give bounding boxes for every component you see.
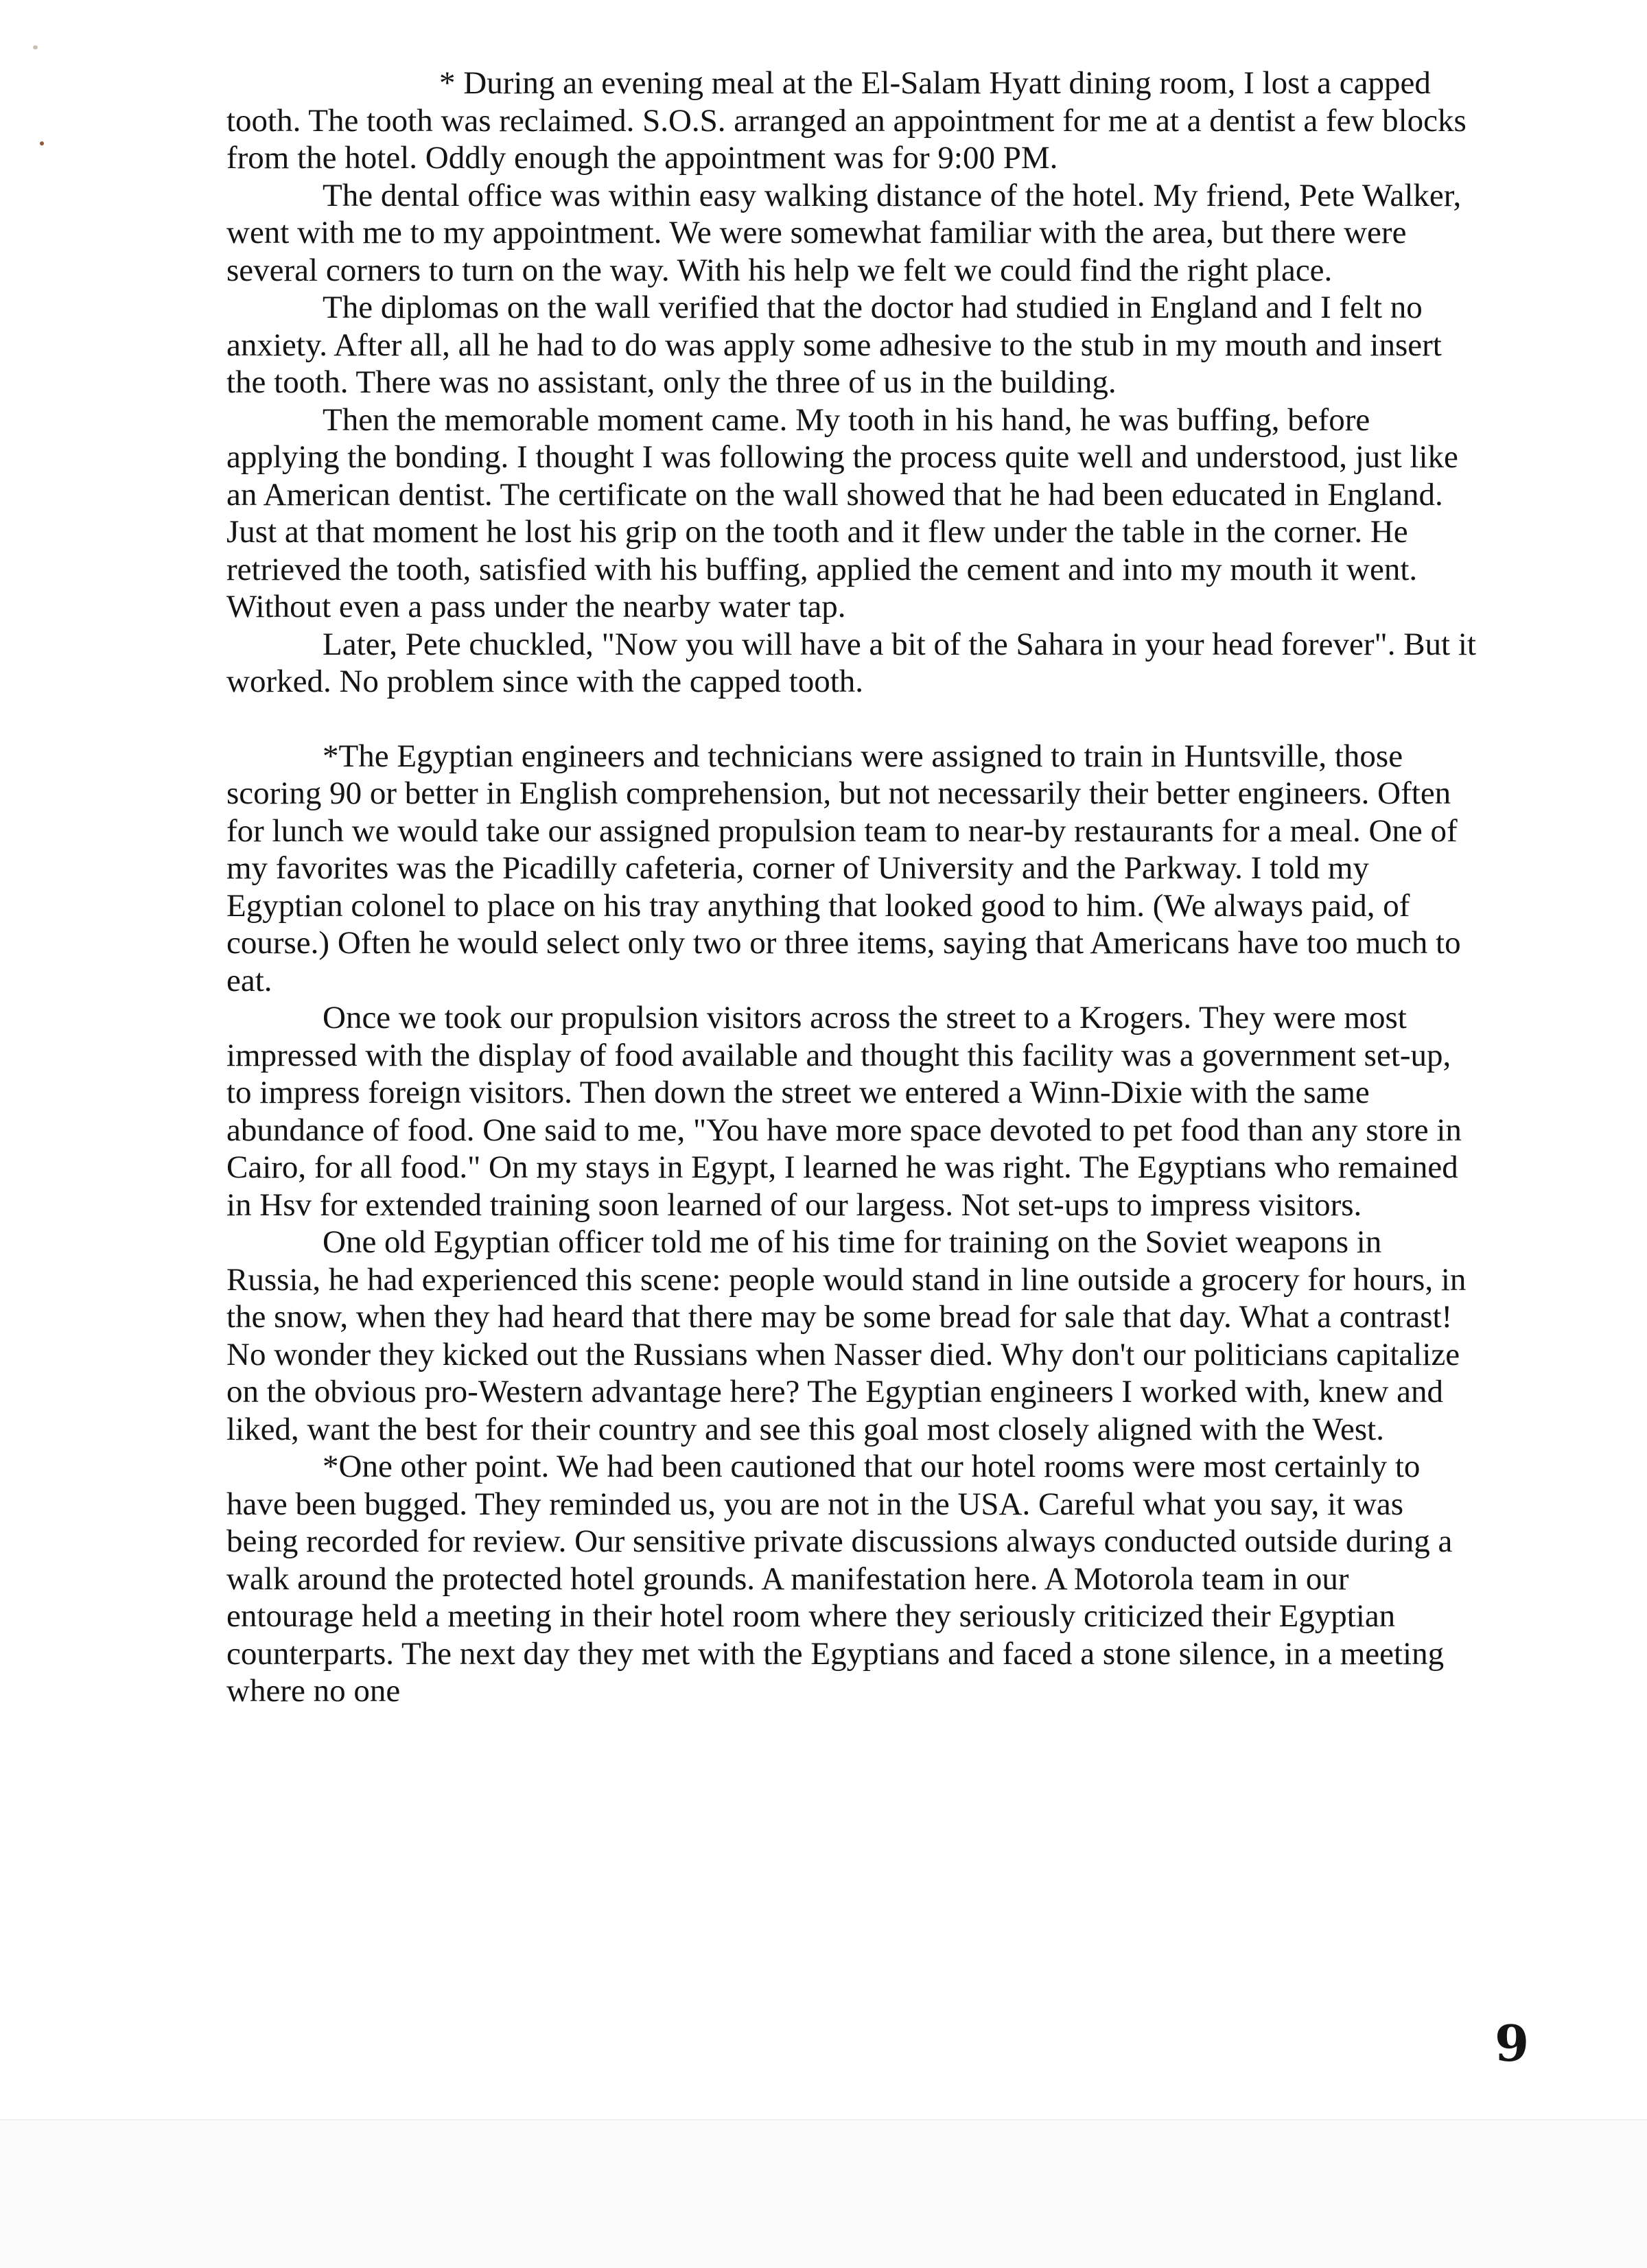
paragraph-diplomas: The diplomas on the wall verified that the doctor had studied in England and I felt no anxiety. After all, all he had to do was apply some adhesive to the stub in my mouth and insert the tooth. There was no assistant, only the three of us in the building. bbox=[226, 290, 1442, 400]
paragraph-krogers: Once we took our propulsion visitors across the street to a Krogers. They were most impressed with the display of food available and thought this facility was a government set-up, to impress foreign visitors. Then down the street we entered a Winn-Dixie with the same abundance of food. One said to me, "You have more space devoted to pet food than any store in Cairo, for all food." On my stays in Egypt, I learned he was right. The Egyptians who remained in Hsv for extended training soon learned of our largess. Not set-ups to impress visitors. bbox=[226, 1000, 1462, 1223]
scan-bottom-edge bbox=[0, 2119, 1647, 2268]
scan-speck bbox=[40, 141, 44, 145]
paragraph-dental-office: The dental office was within easy walking distance of the hotel. My friend, Pete Walker, went with me to my appointment. We were somewhat familiar with the area, but there were several corners to turn on the way. With his help we felt we could find the right place. bbox=[226, 177, 1462, 288]
page-number: 9 bbox=[1495, 2014, 1530, 2072]
section-gap bbox=[226, 701, 1482, 738]
paragraph-sahara: Later, Pete chuckled, "Now you will have a bit of the Sahara in your head forever". But it worked. No problem since with the capped tooth. bbox=[226, 626, 1476, 699]
paragraph-egyptian-engineers: *The Egyptian engineers and technicians were assigned to train in Huntsville, those scoring 90 or better in English comprehension, but not necessarily their better engineers. Often for lunch we would take our assigned propulsion team to near-by restaurants for a meal. One of my favorites was the Picadilly cafeteria, corner of University and the Parkway. I told my Egyptian colonel to place on his tray anything that looked good to him. (We always paid, of course.) Often he would select only two or three items, saying that Americans have too much to eat. bbox=[226, 738, 1461, 998]
paragraph-soviet-training: One old Egyptian officer told me of his time for training on the Soviet weapons in Russia, he had experienced this scene: people would stand in line outside a grocery for hours, in the snow, when they had heard that there may be some bread for sale that day. What a contrast! No wonder they kicked out the Russians when Nasser died. Why don't our politicians capitalize on the obvious pro-Western advantage here? The Egyptian engineers I worked with, knew and liked, want the best for their country and see this goal most closely aligned with the West. bbox=[226, 1224, 1467, 1447]
paragraph-hotel-bugged: *One other point. We had been cautioned that our hotel rooms were most certainly to have been bugged. They reminded us, you are not in the USA. Careful what you say, it was being recorded for review. Our sensitive private discussions always conducted outside during a walk around the protected hotel grounds. A manifestation here. A Motorola team in our entourage held a meeting in their hotel room where they seriously criticized their Egyptian counterparts. The next day they met with the Egyptians and faced a stone silence, in a meeting where no one bbox=[226, 1449, 1453, 1709]
paragraph-memorable-moment: Then the memorable moment came. My tooth in his hand, he was buffing, before applying the bonding. I thought I was following the process quite well and understood, just like an American dentist. The certificate on the wall showed that he had been educated in England. Just at that moment he lost his grip on the tooth and it flew under the table in the corner. He retrieved the tooth, satisfied with his buffing, applied the cement and into my mouth it went. Without even a pass under the nearby water tap. bbox=[226, 401, 1458, 624]
scan-speck bbox=[33, 45, 38, 49]
body-text bbox=[226, 65, 1482, 1710]
paragraph-lost-tooth: * During an evening meal at the El-Salam Hyatt dining room, I lost a capped tooth. The tooth was reclaimed. S.O.S. arranged an appointment for me at a dentist a few blocks from the hotel. Oddly enough the appointment was for 9:00 PM. bbox=[226, 65, 1467, 176]
